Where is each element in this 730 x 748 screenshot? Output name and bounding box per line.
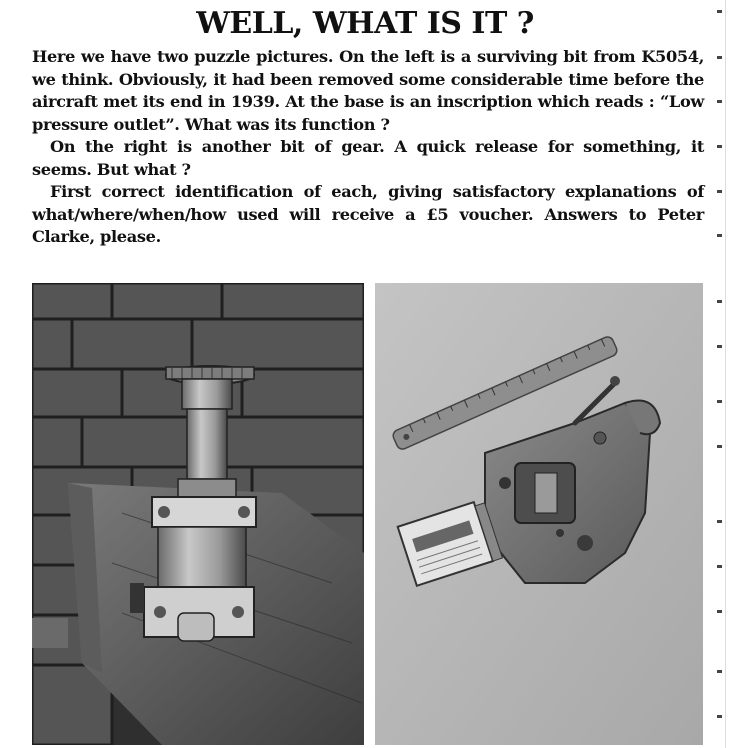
clipped-text-fragment (717, 565, 722, 568)
clipped-text-fragment (717, 300, 722, 303)
right-puzzle-photo (375, 283, 703, 745)
clipped-text-fragment (717, 520, 722, 523)
article-body (32, 46, 704, 249)
article-headline: WELL, WHAT IS IT ? (196, 6, 534, 41)
clipped-text-fragment (717, 400, 722, 403)
quick-release-photo-illustration (375, 283, 703, 745)
clipped-text-fragment (717, 56, 722, 59)
clipped-text-fragment (717, 670, 722, 673)
paragraph-3: First correct identification of each, giving satisfactory explanations of what/where/when/how used will receive a £5 voucher. Answers to Peter Clarke, please. (32, 182, 704, 246)
valve-photo-illustration (32, 283, 364, 745)
paragraph-2: On the right is another bit of gear. A quick release for something, it seems. But what ? (32, 137, 704, 179)
paragraph-1: Here we have two puzzle pictures. On the left is a surviving bit from K5054, we think. Obviously, it had been removed some considerable time before the aircraft met its end in 1939. At the base is an inscription which reads : “Low pressure outlet”. What was its function ? (32, 47, 704, 134)
clipped-text-fragment (717, 10, 722, 13)
clipped-text-fragment (717, 715, 722, 718)
adjacent-column-edge (716, 0, 730, 748)
clipped-text-fragment (717, 234, 722, 237)
clipped-text-fragment (717, 610, 722, 613)
column-rule (725, 0, 726, 748)
clipped-text-fragment (717, 100, 722, 103)
clipped-text-fragment (717, 345, 722, 348)
left-puzzle-photo (32, 283, 364, 745)
clipped-text-fragment (717, 145, 722, 148)
clipped-text-fragment (717, 190, 722, 193)
clipped-text-fragment (717, 445, 722, 448)
